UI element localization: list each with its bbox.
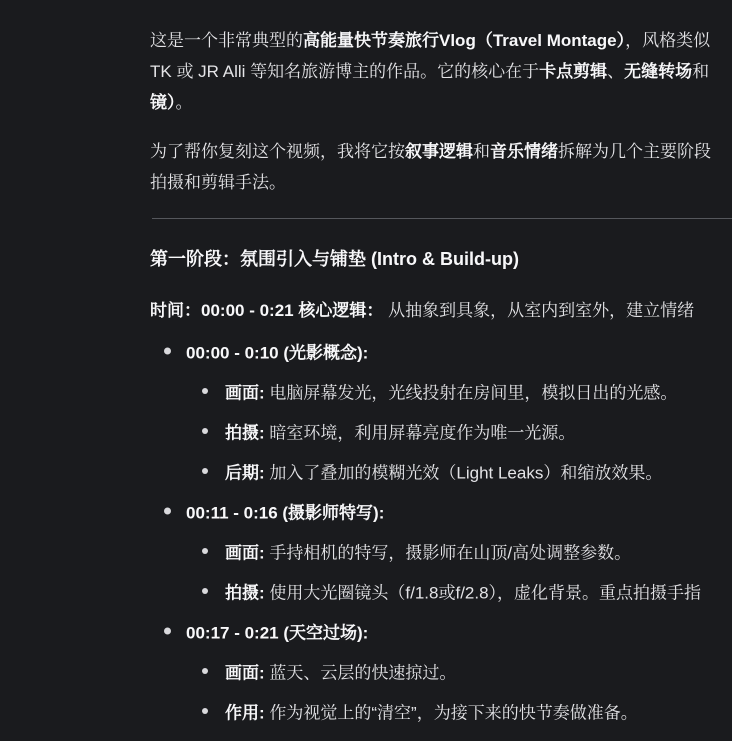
- list-item-level-2: [150, 571, 732, 611]
- stage-one-heading: [150, 244, 732, 275]
- stage-one-bullet-list: [150, 331, 732, 731]
- bold-text-segment: 时间：00:00 - 0:21 核心逻辑：: [150, 301, 384, 320]
- stage-one-meta-line: [150, 295, 732, 326]
- list-item-text: [225, 419, 575, 444]
- text-segment: 、: [607, 62, 625, 81]
- list-item-text: [186, 339, 368, 364]
- bold-text-segment: 00:17 - 0:21 (天空过场):: [186, 623, 369, 643]
- text-line: [150, 244, 732, 275]
- list-item-text: [225, 539, 631, 564]
- bold-text-segment: 00:11 - 0:16 (摄影师特写):: [186, 503, 385, 523]
- bold-text-segment: 画面:: [225, 383, 265, 403]
- bold-text-segment: 高能量快节奏旅行Vlog（Travel Montage）: [303, 31, 626, 50]
- bold-text-segment: 后期:: [225, 463, 265, 483]
- bullet-icon: [202, 388, 208, 394]
- text-segment: 加入了叠加的模糊光效（Light Leaks）和缩放效果。: [264, 463, 663, 483]
- text-segment: 。: [175, 93, 193, 112]
- plan-paragraph: [150, 136, 732, 198]
- list-item-text: [186, 619, 368, 644]
- list-item-level-2: [150, 651, 732, 691]
- bold-text-segment: 无缝转场: [624, 62, 693, 81]
- list-item-level-2: [150, 371, 732, 411]
- text-line: [150, 87, 732, 118]
- text-line: [150, 25, 732, 56]
- list-item-text: [225, 659, 456, 684]
- text-segment: 这是一个非常典型的: [150, 31, 303, 50]
- bold-text-segment: 00:00 - 0:10 (光影概念):: [186, 343, 369, 363]
- text-segment: 电脑屏幕发光，光线投射在房间里，模拟日出的光感。: [264, 383, 678, 403]
- text-segment: 暗室环境，利用屏幕亮度作为唯一光源。: [264, 423, 576, 443]
- text-line: [150, 295, 732, 326]
- bullet-icon: [202, 548, 208, 554]
- text-line: [150, 136, 732, 167]
- bold-text-segment: 作用:: [225, 703, 265, 723]
- text-segment: ，风格类似: [625, 31, 711, 50]
- bold-text-segment: 画面:: [225, 663, 265, 683]
- list-item-level-2: [150, 451, 732, 491]
- list-item-level-2: [150, 531, 732, 571]
- list-item-level-1: [150, 491, 732, 531]
- text-segment: 蓝天、云层的快速掠过。: [264, 663, 457, 683]
- bullet-icon: [202, 468, 208, 474]
- list-item-text: [225, 459, 662, 484]
- list-item-level-2: [150, 411, 732, 451]
- text-segment: 拍摄和剪辑手法。: [150, 173, 286, 192]
- bullet-icon: [164, 628, 171, 635]
- list-item-level-1: [150, 611, 732, 651]
- text-segment: 和: [692, 62, 710, 81]
- text-segment: 使用大光圈镜头（f/1.8或f/2.8），虚化背景。重点拍摄手指: [264, 583, 702, 603]
- text-line: [150, 167, 732, 198]
- bold-text-segment: 画面:: [225, 543, 265, 563]
- bold-text-segment: 第一阶段：氛围引入与铺垫 (Intro & Build-up): [150, 249, 519, 269]
- bold-text-segment: 卡点剪辑: [539, 62, 608, 81]
- text-segment: 拆解为几个主要阶段: [558, 142, 711, 161]
- bullet-icon: [202, 708, 208, 714]
- list-item-text: [225, 699, 638, 724]
- text-segment: 为了帮你复刻这个视频，我将它按: [150, 142, 405, 161]
- list-item-text: [225, 579, 701, 604]
- bullet-icon: [202, 668, 208, 674]
- bold-text-segment: 拍摄:: [225, 423, 265, 443]
- bold-text-segment: 叙事逻辑: [405, 142, 473, 161]
- list-item-level-2: [150, 691, 732, 731]
- bullet-icon: [164, 508, 171, 515]
- text-segment: 作为视觉上的“清空”，为接下来的快节奏做准备。: [264, 703, 638, 723]
- bold-text-segment: 镜）: [150, 93, 176, 112]
- bullet-icon: [202, 588, 208, 594]
- list-item-level-1: [150, 331, 732, 371]
- list-item-text: [186, 499, 384, 524]
- text-segment: TK 或 JR Alli 等知名旅游博主的作品。它的核心在于: [150, 62, 540, 81]
- bold-text-segment: 音乐情绪: [490, 142, 558, 161]
- bullet-icon: [164, 348, 171, 355]
- text-line: [150, 56, 732, 87]
- text-segment: 和: [473, 142, 490, 161]
- list-item-text: [225, 379, 677, 404]
- intro-paragraph: [150, 25, 732, 118]
- text-segment: 从抽象到具象，从室内到室外，建立情绪: [383, 301, 695, 320]
- section-divider: [152, 218, 732, 219]
- bold-text-segment: 拍摄:: [225, 583, 265, 603]
- text-segment: 手持相机的特写，摄影师在山顶/高处调整参数。: [264, 543, 632, 563]
- bullet-icon: [202, 428, 208, 434]
